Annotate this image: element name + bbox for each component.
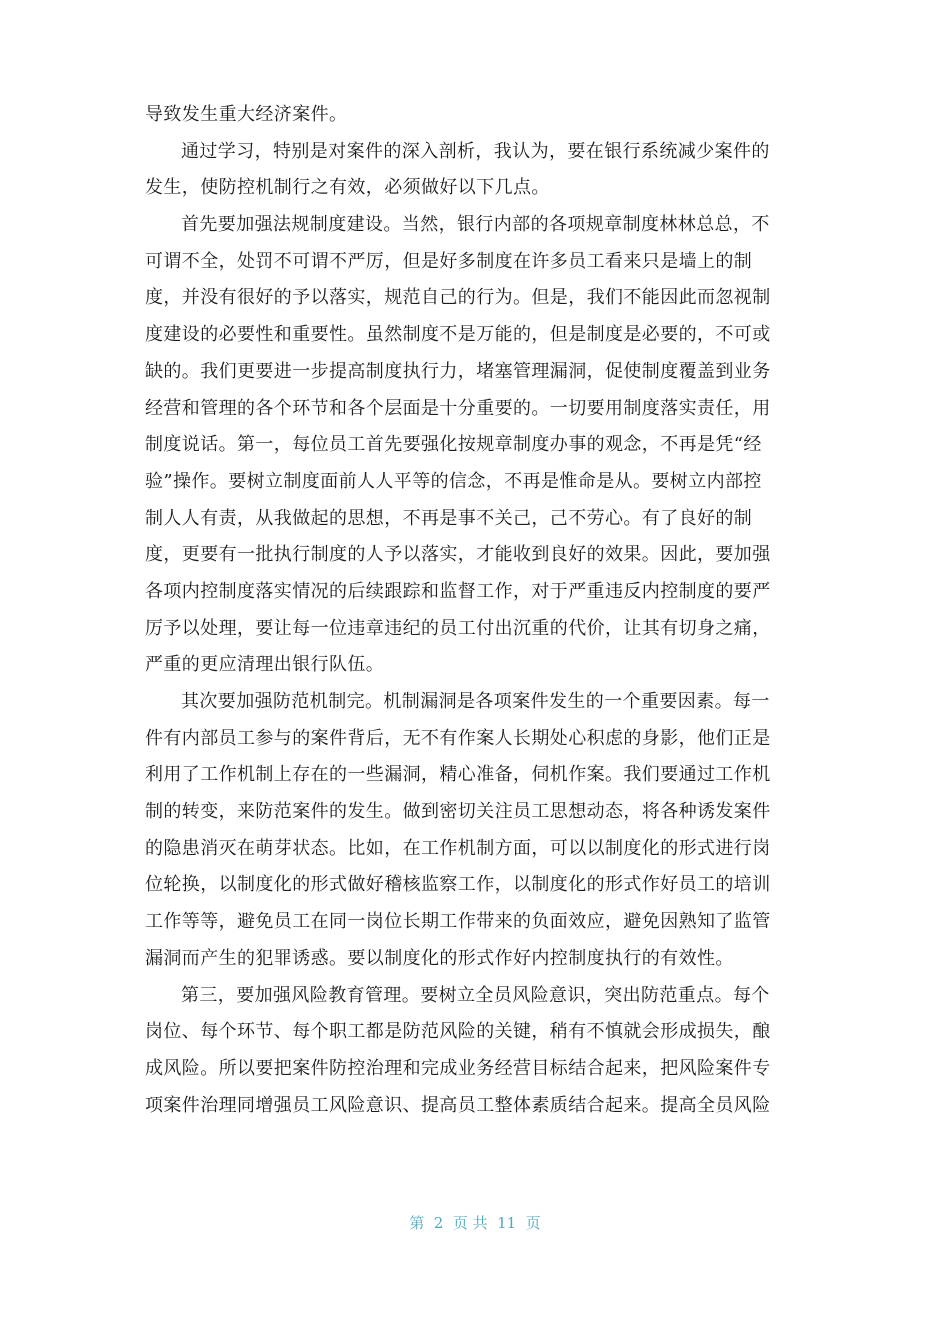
text-line: 位轮换，以制度化的形式做好稽核监察工作，以制度化的形式作好员工的培训 — [145, 874, 771, 896]
text-line: 厉予以处理，要让每一位违章违纪的员工付出沉重的代价，让其有切身之痛， — [145, 617, 771, 639]
text-line: 的隐患消灭在萌芽状态。比如，在工作机制方面，可以以制度化的形式进行岗 — [145, 837, 771, 859]
text-line: 成风险。所以要把案件防控治理和完成业务经营目标结合起来，把风险案件专 — [145, 1057, 771, 1079]
text-line: 件有内部员工参与的案件背后，无不有作案人长期处心积虑的身影，他们正是 — [145, 727, 771, 749]
text-line: 通过学习，特别是对案件的深入剖析，我认为，要在银行系统减少案件的 — [181, 140, 770, 162]
text-line: 度，更要有一批执行制度的人予以落实，才能收到良好的效果。因此，要加强 — [145, 544, 771, 566]
text-line: 度，并没有很好的予以落实，规范自己的行为。但是，我们不能因此而忽视制 — [145, 287, 771, 309]
paragraph — [145, 207, 797, 684]
text-line: 首先要加强法规制度建设。当然，银行内部的各项规章制度林林总总，不 — [181, 214, 770, 236]
text-line: 严重的更应清理出银行队伍。 — [145, 654, 385, 676]
text-line: 发生，使防控机制行之有效，必须做好以下几点。 — [145, 177, 550, 199]
text-line: 第三，要加强风险教育管理。要树立全员风险意识，突出防范重点。每个 — [181, 984, 770, 1006]
text-line: 工作等等，避免员工在同一岗位长期工作带来的负面效应，避免因熟知了监管 — [145, 911, 771, 933]
text-line: 利用了工作机制上存在的一些漏洞，精心准备，伺机作案。我们要通过工作机 — [145, 764, 771, 786]
text-line: 项案件治理同增强员工风险意识、提高员工整体素质结合起来。提高全员风险 — [145, 1094, 771, 1116]
text-line: 导致发生重大经济案件。 — [145, 104, 348, 125]
text-line: 缺的。我们更要进一步提高制度执行力，堵塞管理漏洞，促使制度覆盖到业务 — [145, 360, 771, 382]
text-line: 岗位、每个环节、每个职工都是防范风险的关键，稍有不慎就会形成损失，酿 — [145, 1021, 771, 1043]
text-line: 各项内控制度落实情况的后续跟踪和监督工作，对于严重违反内控制度的要严 — [145, 580, 771, 602]
paragraph — [145, 134, 797, 207]
text-line: 漏洞而产生的犯罪诱惑。要以制度化的形式作好内控制度执行的有效性。 — [145, 947, 734, 969]
page-footer: 第 2 页 共 11 页 — [409, 1214, 541, 1232]
text-line: 经营和管理的各个环节和各个层面是十分重要的。一切要用制度落实责任，用 — [145, 397, 771, 419]
paragraph — [145, 97, 797, 134]
paragraph — [145, 684, 797, 978]
document-body — [145, 97, 797, 1124]
text-line: 度建设的必要性和重要性。虽然制度不是万能的，但是制度是必要的，不可或 — [145, 324, 771, 346]
text-line: 制度说话。第一，每位员工首先要强化按规章制度办事的观念，不再是凭“经 — [145, 434, 762, 456]
text-line: 验”操作。要树立制度面前人人平等的信念，不再是惟命是从。要树立内部控 — [145, 470, 762, 492]
text-line: 可谓不全，处罚不可谓不严厉，但是好多制度在许多员工看来只是墙上的制 — [145, 250, 753, 272]
text-line: 其次要加强防范机制完。机制漏洞是各项案件发生的一个重要因素。每一 — [181, 691, 770, 712]
paragraph — [145, 978, 797, 1125]
text-line: 制人人有责，从我做起的思想，不再是事不关己，己不劳心。有了良好的制 — [145, 507, 753, 529]
text-line: 制的转变，来防范案件的发生。做到密切关注员工思想动态，将各种诱发案件 — [145, 801, 771, 823]
